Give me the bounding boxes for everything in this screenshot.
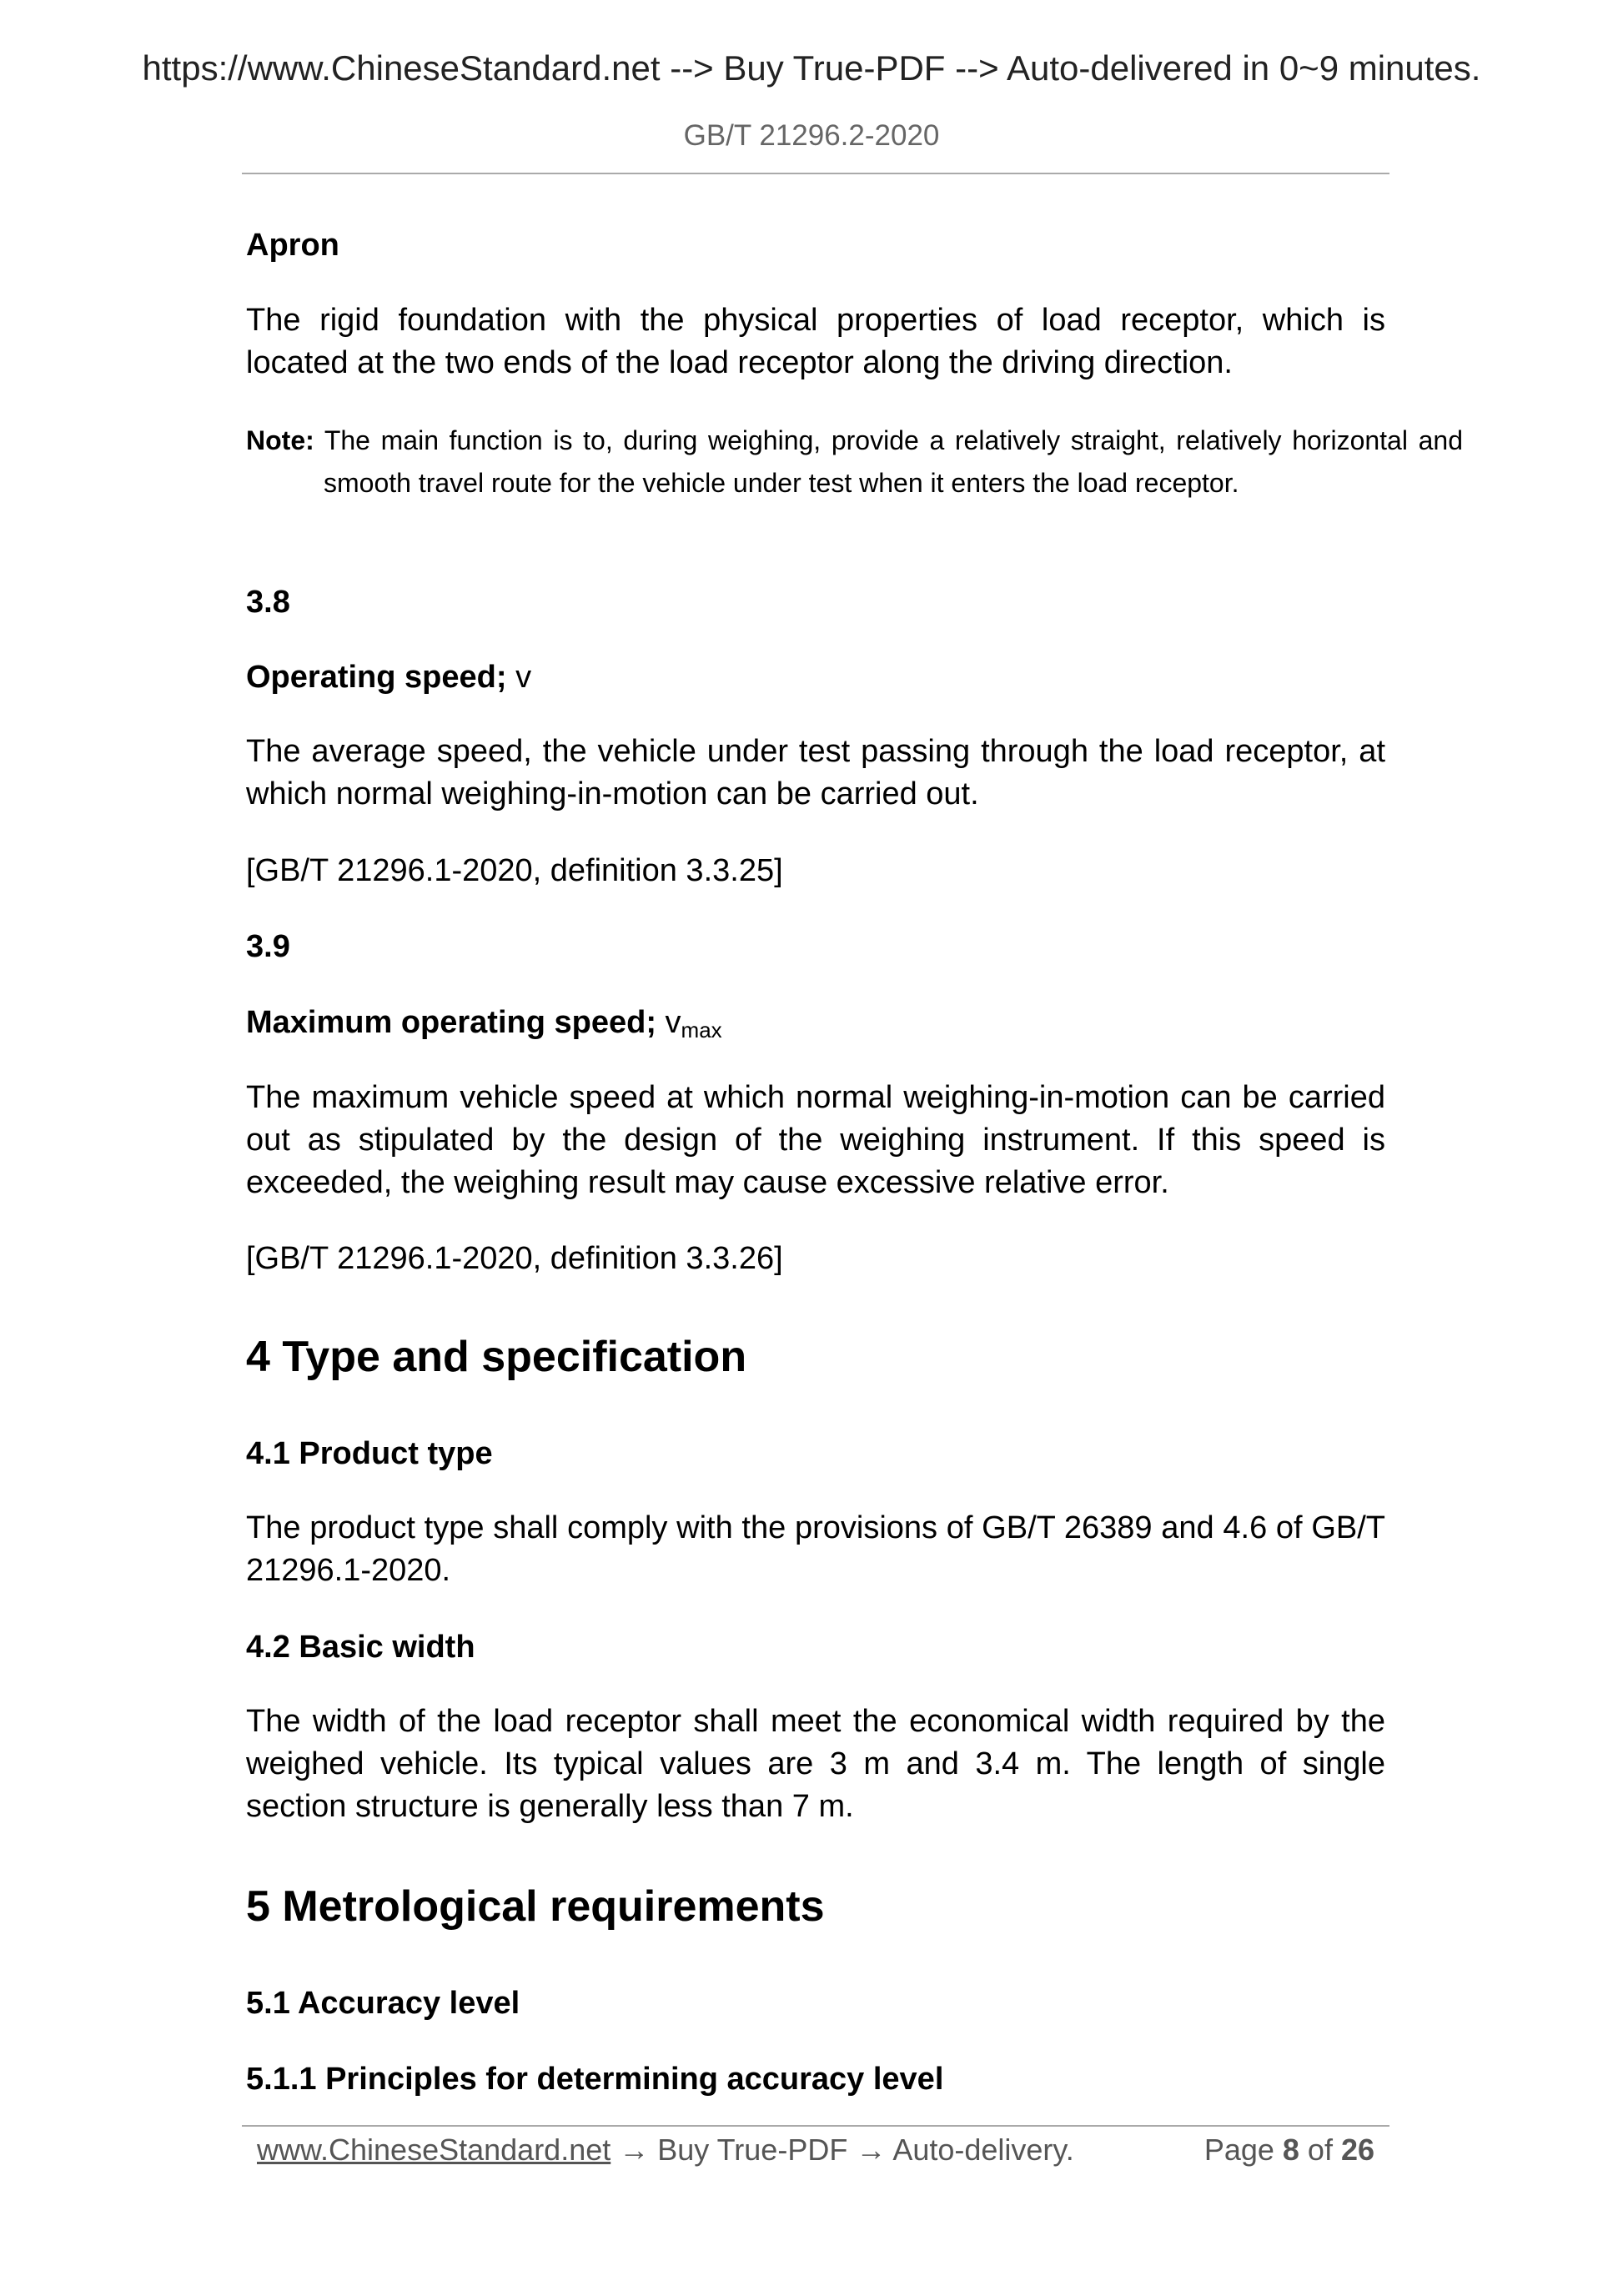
footer-divider	[242, 2125, 1389, 2127]
symbol-vmax: v	[665, 1005, 681, 1040]
section-heading-5: 5 Metrological requirements	[246, 1882, 825, 1931]
term-operating-speed-label: Operating speed;	[246, 660, 507, 695]
source-3-8: [GB/T 21296.1-2020, definition 3.3.25]	[246, 853, 783, 888]
term-apron: Apron	[246, 228, 339, 263]
term-operating-speed	[246, 656, 1385, 699]
section-heading-4: 4 Type and specification	[246, 1333, 747, 1381]
symbol-vmax-subscript: max	[681, 1017, 722, 1042]
standard-code: GB/T 21296.2-2020	[683, 119, 940, 152]
footer	[257, 2128, 1383, 2172]
footer-tagline: → Buy True-PDF → Auto-delivery.	[611, 2133, 1074, 2167]
definition-apron: The rigid foundation with the physical properties of load receptor, which is located at the two ends of the load receptor along the driving direction.	[246, 303, 1385, 380]
header-divider	[242, 173, 1389, 174]
section-text-4-2: The width of the load receptor shall meet the economical width required by the weighed vehicle. Its typical values are 3 m and 3.4 m. The length of single section structure is generally less than 7 m.	[246, 1704, 1385, 1824]
definition-operating-speed: The average speed, the vehicle under test passing through the load receptor, at which normal weighing-in-motion can be carried out.	[246, 734, 1385, 811]
header-banner: https://www.ChineseStandard.net --> Buy True-PDF --> Auto-delivered in 0~9 minutes.	[142, 48, 1481, 88]
section-heading-5-1-1: 5.1.1 Principles for determining accuracy level	[246, 2062, 944, 2097]
definition-maximum-operating-speed: The maximum vehicle speed at which normal weighing-in-motion can be carried out as stipulated by the design of the weighing instrument. If this speed is exceeded, the weighing result may cause excessive relative error.	[246, 1080, 1385, 1200]
clause-number-3-8: 3.8	[246, 585, 290, 620]
term-maximum-operating-speed-label: Maximum operating speed;	[246, 1005, 656, 1040]
page-indicator	[1204, 2128, 1374, 2172]
page-prefix: Page	[1203, 2133, 1283, 2167]
note-text: The main function is to, during weighing, provide a relatively straight, relatively horizontal and smooth travel route for the vehicle under test when it enters the load receptor.	[314, 425, 1463, 498]
symbol-v: v	[515, 660, 532, 695]
note-apron	[246, 420, 1463, 505]
footer-site-link[interactable]: www.ChineseStandard.net	[257, 2133, 611, 2167]
page-of: of	[1299, 2133, 1341, 2167]
page-total: 26	[1340, 2133, 1374, 2167]
section-heading-4-1: 4.1 Product type	[246, 1436, 493, 1471]
section-text-4-1: The product type shall comply with the provisions of GB/T 26389 and 4.6 of GB/T 21296.1-2020.	[246, 1510, 1385, 1588]
section-heading-5-1: 5.1 Accuracy level	[246, 1986, 520, 2021]
page-current: 8	[1282, 2133, 1299, 2167]
note-label: Note:	[246, 425, 314, 455]
term-maximum-operating-speed	[246, 1001, 1385, 1047]
section-heading-4-2: 4.2 Basic width	[246, 1630, 475, 1665]
source-3-9: [GB/T 21296.1-2020, definition 3.3.26]	[246, 1241, 783, 1276]
clause-number-3-9: 3.9	[246, 929, 290, 964]
